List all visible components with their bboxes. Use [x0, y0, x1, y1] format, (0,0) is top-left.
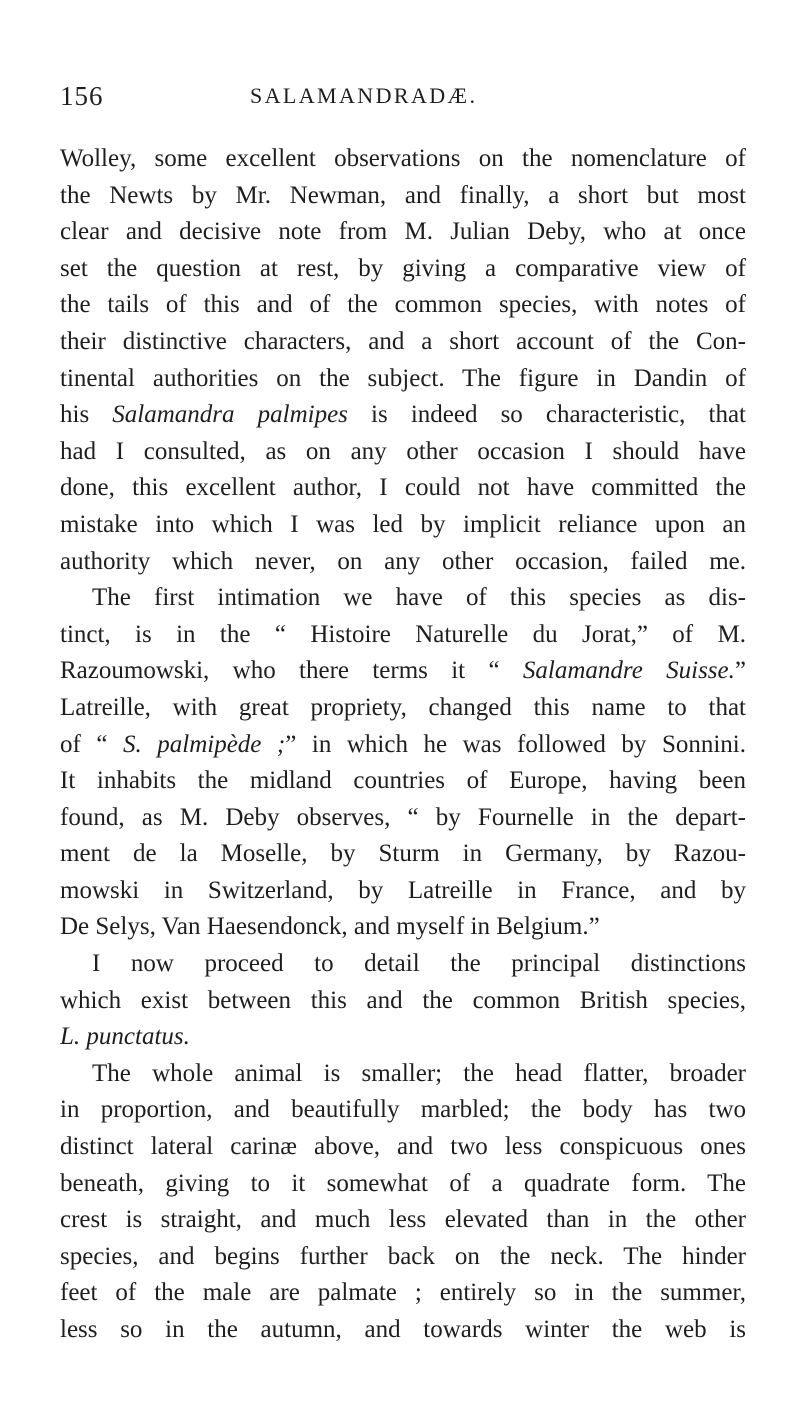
text-line: [60, 287, 746, 324]
line-text: feet of the male are palmate ; entirely so in the summer,: [60, 1279, 746, 1307]
text-line: [60, 1092, 746, 1129]
text-line: [60, 1019, 746, 1056]
text-line: [60, 909, 746, 946]
text-line: [60, 141, 746, 178]
line-text: in proportion, and beautifully marbled; the body has two: [60, 1096, 746, 1124]
line-text: It inhabits the midland countries of Europe, having been: [60, 767, 746, 795]
text-line: [60, 214, 746, 251]
page-header: [60, 76, 750, 116]
line-text: The first intimation we have of this species as dis-: [92, 584, 746, 612]
line-text: the Newts by Mr. Newman, and finally, a short but most: [60, 181, 746, 209]
line-text: the tails of this and of the common species, with notes of: [60, 291, 746, 319]
text-line: [60, 1056, 746, 1093]
running-head: SALAMANDRADÆ.: [250, 83, 478, 108]
line-text: ment de la Moselle, by Sturm in Germany, by Razou-: [60, 840, 746, 868]
line-text: had I consulted, as on any other occasion I should have: [60, 437, 746, 465]
italic-term: S. palmipède ;: [122, 730, 286, 758]
line-text: De Selys, Van Haesendonck, and myself in Belgium.”: [60, 913, 600, 941]
text-line: [60, 470, 746, 507]
line-text-post: ”: [734, 657, 746, 685]
line-text: set the question at rest, by giving a comparative view of: [60, 254, 746, 282]
italic-term: L. punctatus.: [60, 1023, 190, 1051]
page-number: 156: [60, 81, 104, 111]
line-text-post: is indeed so characteristic, that: [347, 401, 746, 429]
text-line: [60, 1129, 746, 1166]
line-text: tinct, is in the “ Histoire Naturelle du Jorat,” of M.: [60, 620, 746, 648]
line-text: species, and begins further back on the neck. The hinder: [60, 1242, 746, 1270]
line-text: Wolley, some excellent observations on the nomenclature of: [60, 145, 746, 172]
text-line: [60, 251, 746, 288]
text-line: [60, 1312, 746, 1349]
text-line: [60, 727, 746, 764]
text-line: [60, 580, 746, 617]
text-line: [60, 434, 746, 471]
line-text: Latreille, with great propriety, changed this name to that: [60, 693, 746, 721]
line-text: authority which never, on any other occasion, failed me.: [60, 547, 746, 575]
text-line: [60, 653, 746, 690]
line-text: which exist between this and the common British species,: [60, 986, 746, 1014]
line-text: mistake into which I was led by implicit reliance upon an: [60, 510, 746, 538]
text-line: [60, 836, 746, 873]
line-text: beneath, giving to it somewhat of a quadrate form. The: [60, 1169, 746, 1197]
line-text: The whole animal is smaller; the head flatter, broader: [92, 1059, 746, 1087]
line-text-pre: of “: [60, 730, 123, 758]
line-text: done, this excellent author, I could not have committed the: [60, 474, 746, 502]
italic-term: Salamandre Suisse.: [522, 657, 735, 685]
text-line: [60, 1239, 746, 1276]
text-line: [60, 397, 746, 434]
line-text: their distinctive characters, and a short account of the Con-: [60, 327, 746, 355]
text-line: [60, 1202, 746, 1239]
text-line: [60, 763, 746, 800]
line-text: crest is straight, and much less elevated than in the other: [60, 1206, 746, 1234]
text-line: [60, 1166, 746, 1203]
line-text: less so in the autumn, and towards winter the web is: [60, 1316, 746, 1343]
line-text: clear and decisive note from M. Julian Deby, who at once: [60, 218, 746, 246]
text-line: [60, 873, 746, 910]
text-line: [60, 946, 746, 983]
italic-term: Salamandra palmipes: [112, 401, 348, 429]
line-text-pre: his: [60, 401, 113, 429]
line-text: mowski in Switzerland, by Latreille in France, and by: [60, 876, 746, 904]
text-line: [60, 324, 746, 361]
text-line: [60, 544, 746, 581]
text-line: [60, 800, 746, 837]
text-line: [60, 1275, 746, 1312]
line-text: found, as M. Deby observes, “ by Fournelle in the depart-: [60, 803, 746, 831]
line-text-pre: Razoumowski, who there terms it “: [60, 657, 523, 685]
line-text: distinct lateral carinæ above, and two less conspicuous ones: [60, 1133, 746, 1161]
line-text-post: ” in which he was followed by Sonnini.: [285, 730, 746, 758]
line-text: I now proceed to detail the principal distinctions: [92, 950, 746, 978]
text-line: [60, 617, 746, 654]
text-line: [60, 178, 746, 215]
text-line: [60, 361, 746, 398]
text-line: [60, 690, 746, 727]
text-line: [60, 507, 746, 544]
line-text: tinental authorities on the subject. The figure in Dandin of: [60, 364, 746, 392]
body-text: [60, 141, 746, 1349]
text-line: [60, 983, 746, 1020]
